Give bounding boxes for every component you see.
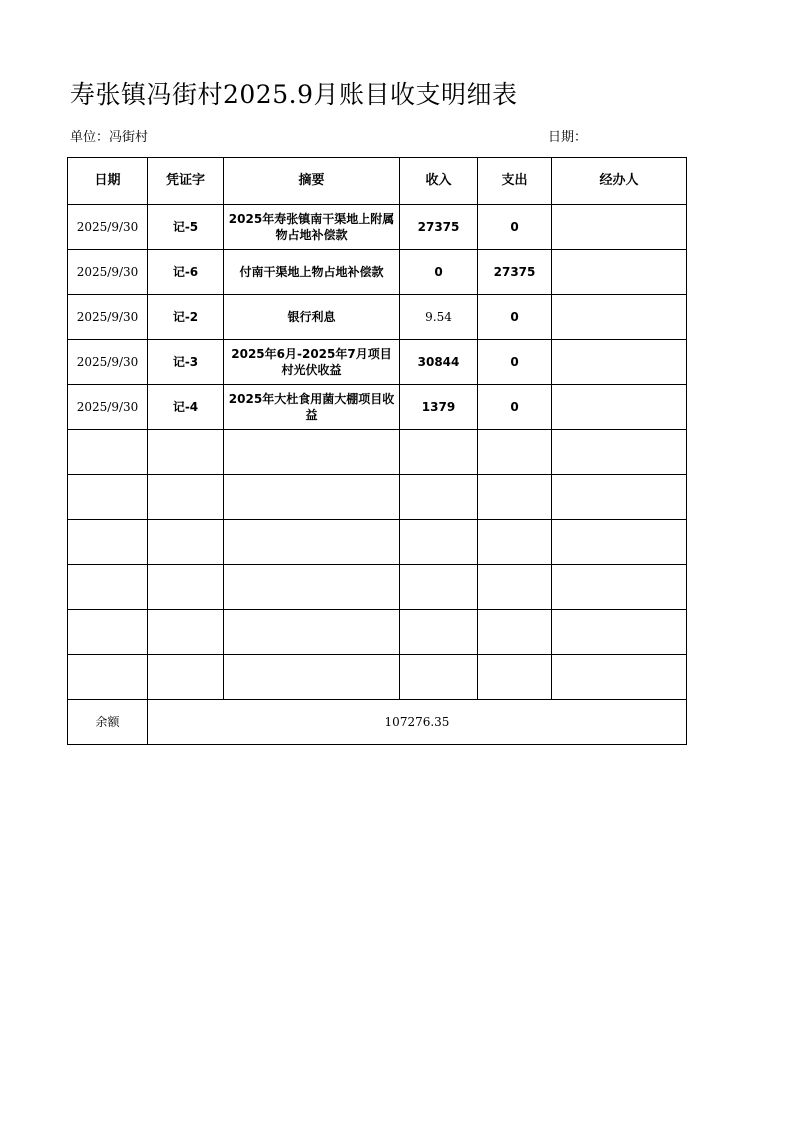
empty-cell	[224, 655, 400, 700]
header-handler: 经办人	[552, 158, 687, 205]
cell-summary: 2025年大杜食用菌大棚项目收益	[224, 385, 400, 430]
cell-summary: 银行利息	[224, 295, 400, 340]
cell-expense: 27375	[478, 250, 552, 295]
empty-row	[68, 475, 687, 520]
table-row	[68, 205, 687, 250]
empty-cell	[148, 610, 224, 655]
balance-value: 107276.35	[148, 700, 687, 745]
empty-cell	[148, 520, 224, 565]
cell-date: 2025/9/30	[68, 250, 148, 295]
cell-expense: 0	[478, 385, 552, 430]
cell-voucher: 记-5	[148, 205, 224, 250]
empty-cell	[68, 475, 148, 520]
table-header-row	[68, 158, 687, 205]
empty-cell	[400, 655, 478, 700]
empty-cell	[68, 430, 148, 475]
cell-handler	[552, 250, 687, 295]
empty-row	[68, 565, 687, 610]
cell-date: 2025/9/30	[68, 385, 148, 430]
empty-cell	[400, 475, 478, 520]
empty-cell	[148, 475, 224, 520]
table-row	[68, 250, 687, 295]
empty-cell	[148, 655, 224, 700]
header-expense: 支出	[478, 158, 552, 205]
empty-row	[68, 655, 687, 700]
empty-cell	[552, 655, 687, 700]
header-date: 日期	[68, 158, 148, 205]
cell-expense: 0	[478, 340, 552, 385]
empty-cell	[478, 565, 552, 610]
ledger-table	[67, 157, 687, 745]
unit-label: 单位：冯街村	[70, 130, 149, 145]
header-summary: 摘要	[224, 158, 400, 205]
empty-cell	[68, 655, 148, 700]
empty-cell	[552, 610, 687, 655]
cell-income: 30844	[400, 340, 478, 385]
empty-cell	[478, 475, 552, 520]
table-row	[68, 340, 687, 385]
empty-cell	[68, 565, 148, 610]
header-voucher: 凭证字	[148, 158, 224, 205]
empty-cell	[552, 475, 687, 520]
cell-voucher: 记-3	[148, 340, 224, 385]
cell-handler	[552, 295, 687, 340]
empty-cell	[478, 655, 552, 700]
empty-cell	[400, 430, 478, 475]
empty-cell	[400, 565, 478, 610]
cell-date: 2025/9/30	[68, 340, 148, 385]
cell-summary: 付南干渠地上物占地补偿款	[224, 250, 400, 295]
empty-cell	[224, 565, 400, 610]
cell-voucher: 记-6	[148, 250, 224, 295]
cell-income: 9.54	[400, 295, 478, 340]
empty-cell	[224, 475, 400, 520]
empty-cell	[478, 520, 552, 565]
cell-date: 2025/9/30	[68, 205, 148, 250]
empty-cell	[552, 520, 687, 565]
table-row	[68, 295, 687, 340]
empty-cell	[552, 430, 687, 475]
empty-cell	[552, 565, 687, 610]
cell-income: 0	[400, 250, 478, 295]
empty-cell	[224, 430, 400, 475]
empty-cell	[224, 520, 400, 565]
cell-handler	[552, 385, 687, 430]
date-label: 日期：	[548, 130, 588, 145]
cell-voucher: 记-2	[148, 295, 224, 340]
balance-row	[68, 700, 687, 745]
empty-row	[68, 520, 687, 565]
header-income: 收入	[400, 158, 478, 205]
cell-income: 1379	[400, 385, 478, 430]
cell-handler	[552, 205, 687, 250]
cell-handler	[552, 340, 687, 385]
empty-cell	[68, 520, 148, 565]
empty-cell	[400, 610, 478, 655]
cell-summary: 2025年6月-2025年7月项目村光伏收益	[224, 340, 400, 385]
cell-expense: 0	[478, 295, 552, 340]
empty-cell	[68, 610, 148, 655]
empty-cell	[400, 520, 478, 565]
empty-cell	[478, 430, 552, 475]
empty-cell	[148, 565, 224, 610]
cell-income: 27375	[400, 205, 478, 250]
empty-cell	[478, 610, 552, 655]
cell-expense: 0	[478, 205, 552, 250]
empty-row	[68, 430, 687, 475]
cell-date: 2025/9/30	[68, 295, 148, 340]
page-title: 寿张镇冯街村2025.9月账目收支明细表	[70, 80, 518, 109]
cell-summary: 2025年寿张镇南干渠地上附属物占地补偿款	[224, 205, 400, 250]
empty-cell	[148, 430, 224, 475]
empty-cell	[224, 610, 400, 655]
empty-row	[68, 610, 687, 655]
table-row	[68, 385, 687, 430]
cell-voucher: 记-4	[148, 385, 224, 430]
balance-label: 余额	[68, 700, 148, 745]
